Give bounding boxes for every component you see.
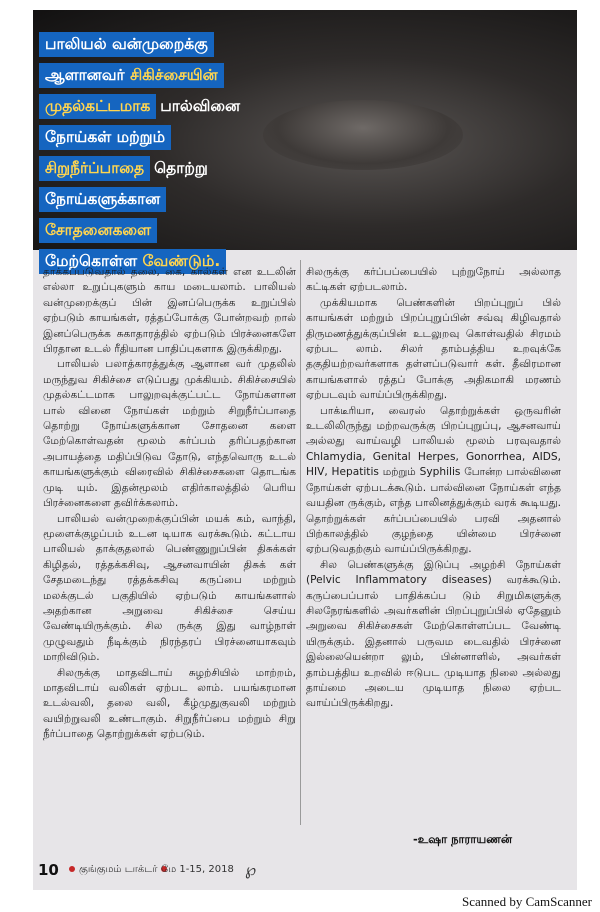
paragraph: தாக்கப்படுவதால் தலை, கை, கால்கள் என உடலின் எல்லா உறுப்புகளும் காய மடையலாம். பாலியல் வன்முறைக்குப் பின் இனப்பெருக்க உறுப்பில் ஏற்படும் காயங்கள், ரத்தப்போக்கு போன்றவற் றால் இனப்பெருக்க சுகாதாரத்தில் ஏற்படும் பிரச்னைகளே பிரதான உடல் ரீதியான பாதிப்புகளாக இருக்கிறது.: [43, 266, 296, 356]
paragraph: முக்கியமாக பெண்களின் பிறப்புறுப் பில் காயங்கள் மற்றும் பிறப்புறுப்பின் சவ்வு கிழிவதால் திருமணத்துக்குப்பின் உடலுறவு கொள்வதில் சிரமம் ஏற்பட லாம். சிலர் தாம்பத்திய உறவுக்கே தகுதியற்றவர்களாக தள்ளப்படுவார் கள். தீவிரமான காயங்களால் ரத்தப் போக்கு அதிகமாகி மரணம் ஏற்படவும் வாய்ப்பிருக்கிறது.: [306, 296, 561, 402]
author-signature: -உஷா நாராயணன்: [413, 832, 513, 846]
hero-photo: [33, 10, 577, 270]
page-number: 10: [38, 861, 59, 879]
paragraph: பாலியல் வன்முறைக்குப்பின் மயக் கம், வாந்தி, மூளைக்குழப்பம் உடன டியாக வரக்கூடும். கட்டாய பாலியல் தாக்குதலால் பெண்ணுறுப்பின் திசுக்கள் கிழிதல், ரத்தக்கசிவு, ஆசனவாயின் திசுக் கள் சேதமடைந்து ரத்தக்கசிவு கருப்பை மற்றும் மலக்குடல் பகுதியில் ஏற்படும் காயங்களால் அதற்கான அறுவை சிகிச்சை செய்ய வேண்டியிருக்கும். சில ருக்கு இது வாழ்நாள் முழுவதும் நீடிக்கும் நிரந்தரப் பிரச்னையாகவும் மாறிவிடும்.: [43, 512, 296, 664]
paragraph: பாலியல் பலாத்காரத்துக்கு ஆளான வர் முதலில் மருந்துவ சிகிச்சை எடுப்பது முக்கியம். சிகிச்சையில் முதல்கட்டமாக பாலுறவுக்குட்பட்ட நோய்களான பால் வினை நோய்கள் மற்றும் சிறுநீர்ப்பாதை தொற்று நோய்களுக்கான சோதனை களை மேற்கொள்வதன் மூலம் கர்ப்பம் தரிப்பதற்கான அபாயத்தை மதிப்பிடுவ தோடு, எந்தவொரு உடல் காயங்களுக்கும் விரைவில் சிகிச்சைகளை தொடங்க முடி யும். இதன்மூலம் எதிர்காலத்தில் பெரிய பிரச்னைகளை தவிர்க்கலாம்.: [43, 358, 296, 510]
headline-plain: பால்வினை: [160, 97, 241, 115]
headline-highlight: வேண்டும்.: [142, 252, 221, 270]
headline: [39, 32, 369, 280]
scanner-watermark: Scanned by CamScanner: [462, 894, 592, 909]
headline-highlight: சிகிச்சையின்: [130, 66, 218, 84]
magazine-name: குங்குமம் டாக்டர்: [65, 864, 171, 876]
headline-line-2: ஆளானவர் சிகிச்சையின்: [39, 63, 224, 88]
column-divider: [300, 260, 301, 825]
paragraph: சிலருக்கு கர்ப்பப்பையில் புற்றுநோய் அல்லாத கட்டிகள் ஏற்படலாம்.: [306, 266, 561, 294]
headline-line-1: பாலியல் வன்முறைக்கு: [39, 32, 214, 57]
headline-line-5: சிறுநீர்ப்பாதை: [39, 156, 150, 181]
paragraph: பாக்டீரியா, வைரஸ் தொற்றுக்கள் ஒருவரின் உடலிலிருந்து மற்றவருக்கு பிறப்புறுப்பு, ஆசனவாய் அல்லது வாய்வழி பாலியல் மூலம் பரவுவதால் Chlamydia, Genital Herpes, Gonorrhea, AIDS, HIV, Hepatitis மற்றும் Syphilis போன்ற பால்வினை நோய்கள் ஏற்படக்கூடும். பால்வினை நோய்கள் எந்த வயதின ருக்கும், எந்த பாலினத்துக்கும் வரக் கூடியது. தொற்றுக்கள் கர்ப்பப்பையில் பரவி அதனால் பிற்காலத்தில் குழந்தை யின்மை பிரச்னை ஏற்படுவதற்கும் வாய்ப்பிருக்கிறது.: [306, 404, 561, 556]
headline-line-4: நோய்கள் மற்றும்: [39, 125, 171, 150]
headline-line-8: மேற்கொள்ள வேண்டும்.: [39, 249, 226, 274]
issue-date: மே 1-15, 2018: [161, 864, 234, 875]
magazine-logo-icon: ℘: [245, 860, 257, 879]
headline-plain: தொற்று: [154, 159, 208, 177]
headline-line-6: நோய்களுக்கான: [39, 187, 166, 212]
paragraph: சிலருக்கு மாதவிடாய் சுழற்சியில் மாற்றம், மாதவிடாய் வலிகள் ஏற்பட லாம். பயங்கரமான உடல்வலி, தலை வலி, கீழ்முதுகுவலி மற்றும் வயிற்றுவலி உண்டாகும். சிறுநீர்ப்பை மற்றும் சிறு நீர்ப்பாதை தொற்றுக்கள் ஏற்படும்.: [43, 666, 296, 741]
page-footer: [33, 858, 577, 884]
magazine-page: [33, 10, 577, 890]
bullet-icon: [69, 866, 75, 872]
article-column-left: [43, 265, 296, 743]
headline-line-3: முதல்கட்டமாக: [39, 94, 156, 119]
paragraph: சில பெண்களுக்கு இடுப்பு அழற்சி நோய்கள் (Pelvic Inflammatory diseases) வரக்கூடும். கருப்பைப்பால் பாதிக்கப்ப டும் சிறுமிகளுக்கு சிலநேரங்களில் அவர்களின் பிறப்புறுப்பில் ஏதேனும் அறுவை சிகிச்சைகள் மேற்கொள்ளப்பட வேண்டி யிருக்கும். இதனால் பருவம டைவதில் பிரச்னை இல்லையென்றா லும், பின்னாளில், அவர்கள் தாம்பத்திய உறவில் ஈடுபட முடியாத நிலை அல்லது தாய்மை அடைய முடியாத நிலை ஏற்பட வாய்ப்பிருக்கிறது.: [306, 558, 561, 710]
article-column-right: [306, 265, 561, 712]
headline-line-7: சோதனைகளை: [39, 218, 157, 243]
